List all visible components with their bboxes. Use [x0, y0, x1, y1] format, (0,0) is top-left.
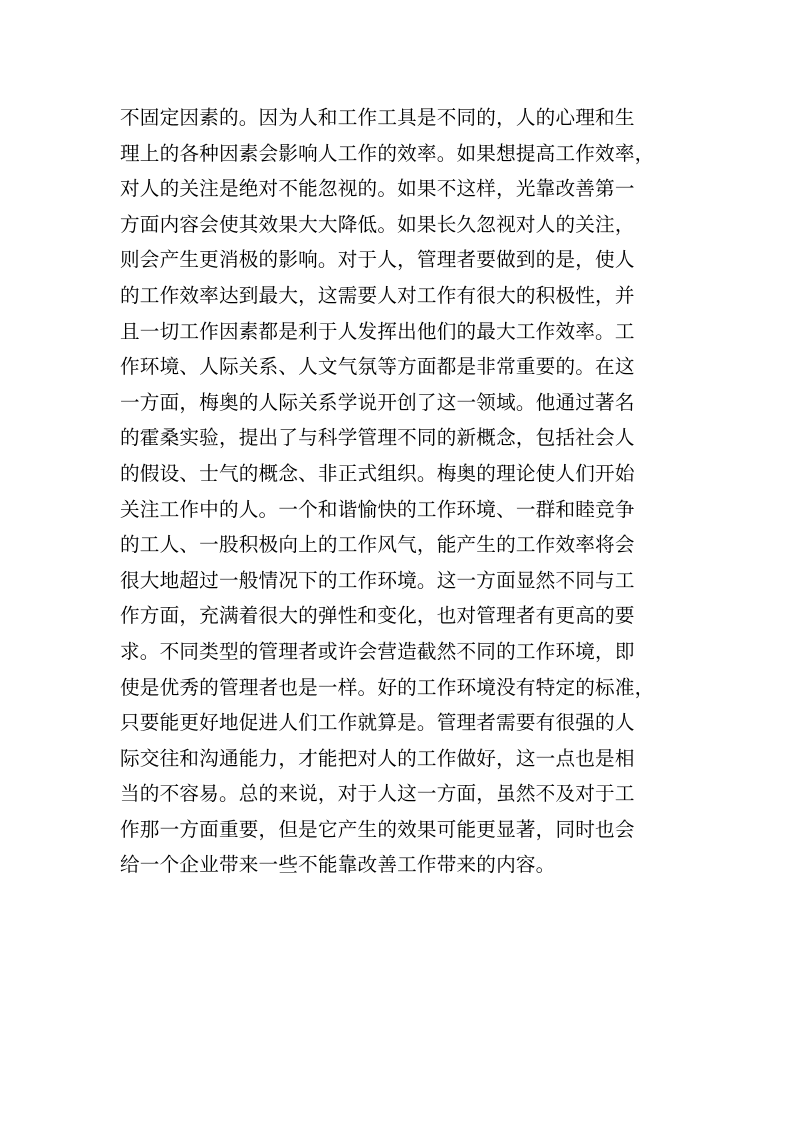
text-line-17: 使是优秀的管理者也是一样。好的工作环境没有特定的标准， [120, 675, 655, 699]
text-line-6: 的工作效率达到最大，这需要人对工作有很大的积极性，并 [120, 283, 635, 307]
text-line-11: 的假设、士气的概念、非正式组织。梅奥的理论使人们开始 [120, 461, 635, 485]
text-line-22: 给一个企业带来一些不能靠改善工作带来的内容。 [120, 853, 556, 877]
text-line-5: 则会产生更消极的影响。对于人，管理者要做到的是，使人 [120, 248, 635, 272]
text-line-4: 方面内容会使其效果大大降低。如果长久忽视对人的关注， [120, 212, 635, 236]
text-line-16: 求。不同类型的管理者或许会营造截然不同的工作环境，即 [120, 639, 635, 663]
text-line-3: 对人的关注是绝对不能忽视的。如果不这样，光靠改善第一 [120, 177, 635, 201]
text-line-2: 理上的各种因素会影响人工作的效率。如果想提高工作效率， [120, 141, 655, 165]
text-line-1: 不固定因素的。因为人和工作工具是不同的，人的心理和生 [120, 106, 635, 129]
text-line-7: 且一切工作因素都是利于人发挥出他们的最大工作效率。工 [120, 319, 635, 343]
text-line-20: 当的不容易。总的来说，对于人这一方面，虽然不及对于工 [120, 782, 635, 806]
text-line-9: 一方面，梅奥的人际关系学说开创了这一领域。他通过著名 [120, 390, 635, 414]
body-paragraph [120, 100, 680, 883]
text-line-8: 作环境、人际关系、人文气氛等方面都是非常重要的。在这 [120, 355, 635, 379]
text-line-13: 的工人、一股积极向上的工作风气，能产生的工作效率将会 [120, 533, 635, 557]
text-line-21: 作那一方面重要，但是它产生的效果可能更显著，同时也会 [120, 817, 635, 841]
text-line-14: 很大地超过一般情况下的工作环境。这一方面显然不同与工 [120, 568, 635, 592]
text-line-15: 作方面，充满着很大的弹性和变化，也对管理者有更高的要 [120, 604, 635, 628]
text-line-10: 的霍桑实验，提出了与科学管理不同的新概念，包括社会人 [120, 426, 635, 450]
text-line-18: 只要能更好地促进人们工作就算是。管理者需要有很强的人 [120, 711, 635, 735]
text-line-19: 际交往和沟通能力，才能把对人的工作做好，这一点也是相 [120, 746, 635, 770]
text-line-12: 关注工作中的人。一个和谐愉快的工作环境、一群和睦竞争 [120, 497, 635, 521]
